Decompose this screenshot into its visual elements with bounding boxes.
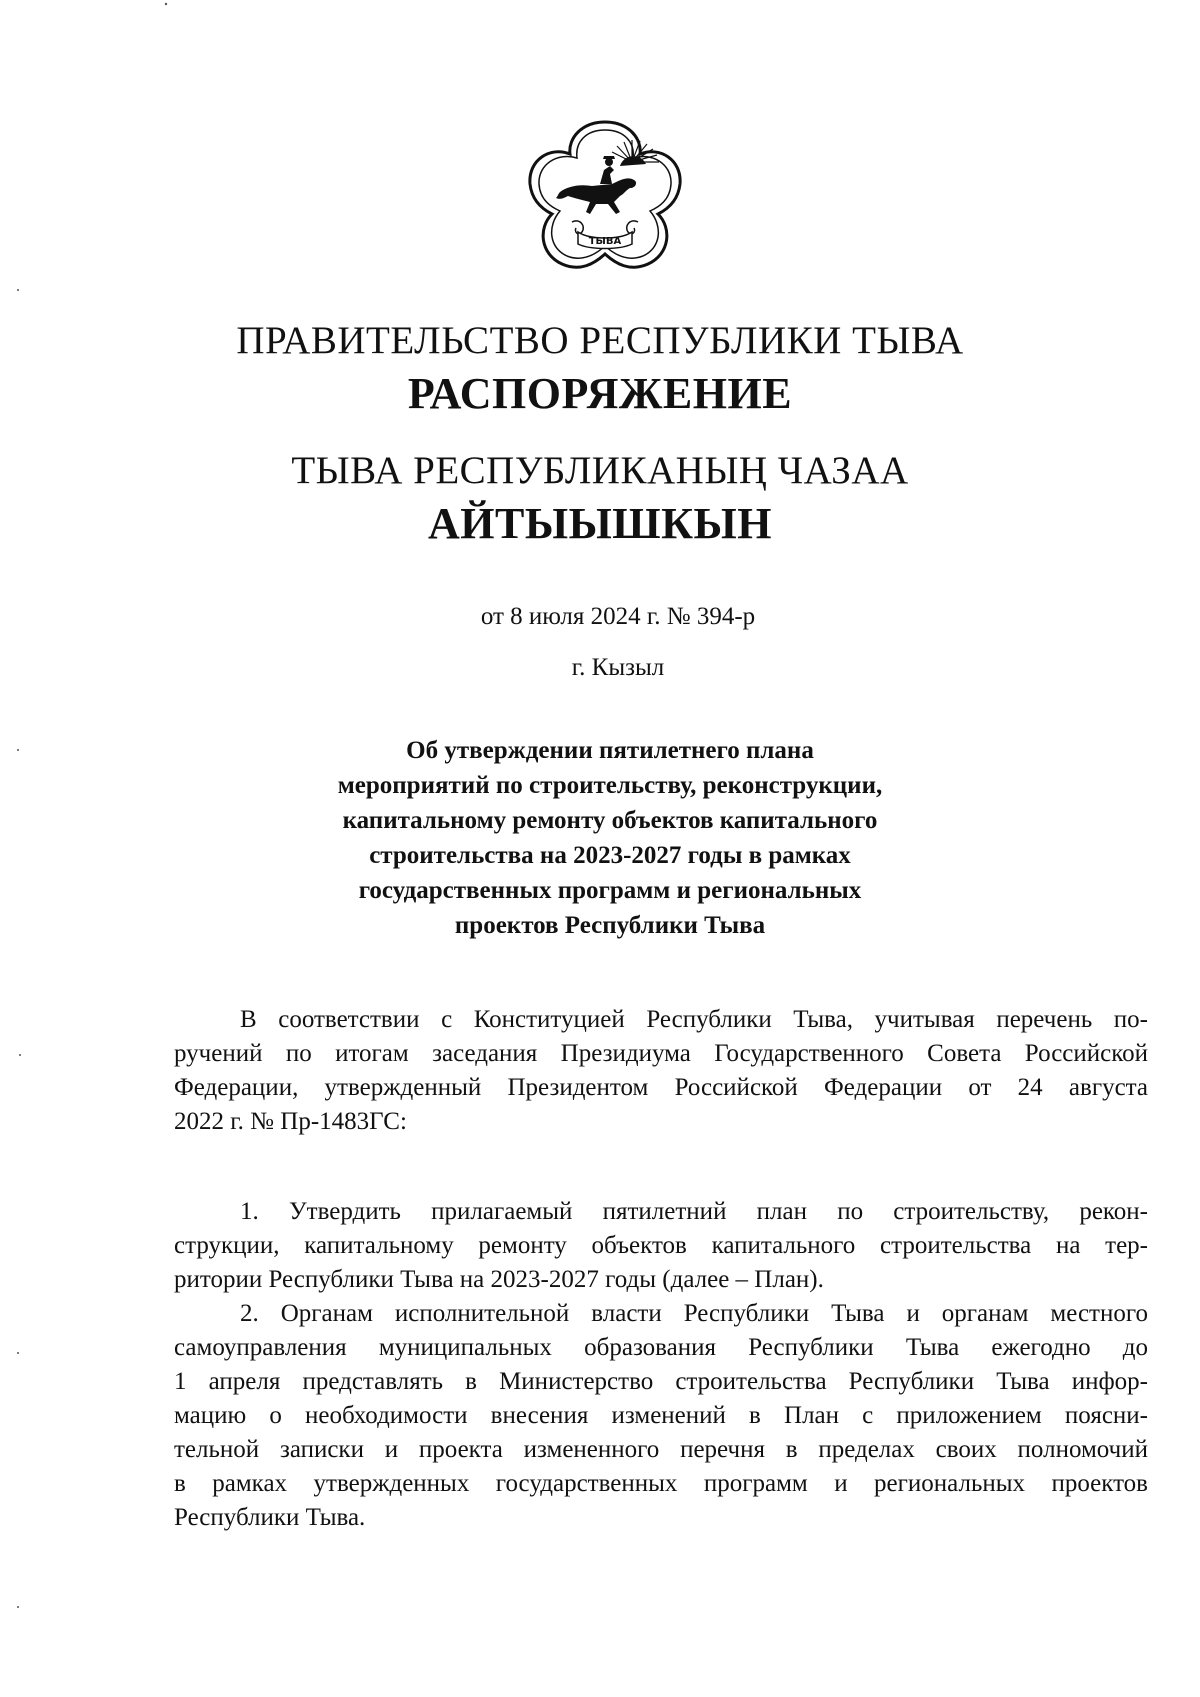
subject-line: капитальному ремонту объектов капитального [342,807,878,834]
paragraph-line: тельной записки и проекта измененного перечня в пределах своих полномочий [174,1436,1148,1463]
paragraph-line: В соответствии с Конституцией Республики Тыва, учитывая перечень по- [240,1006,1148,1033]
subject-line: строительства на 2023-2027 годы в рамках [369,842,851,869]
paragraph-line: струкции, капитальному ремонту объектов капитального строительства на тер- [174,1232,1148,1259]
paragraph-line: 1. Утвердить прилагаемый пятилетний план по строительству, рекон- [240,1198,1148,1225]
preamble-paragraph [174,1003,1148,1139]
paragraph-line: ритории Республики Тыва на 2023-2027 годы (далее – План). [174,1266,824,1293]
paragraph-line: 1 апреля представлять в Министерство строительства Республики Тыва инфор- [174,1368,1148,1395]
tuva-coat-of-arms-icon [520,114,690,284]
government-title-ru: ПРАВИТЕЛЬСТВО РЕСПУБЛИКИ ТЫВА [236,319,964,362]
subject-line: Об утверждении пятилетнего плана [406,737,814,764]
document-city: г. Кызыл [571,654,665,681]
document-type-ru: РАСПОРЯЖЕНИЕ [407,369,793,418]
paragraph-line: 2. Органам исполнительной власти Республики Тыва и органам местного [240,1300,1148,1327]
subject-line: проектов Республики Тыва [454,912,766,939]
document-subject [330,733,890,943]
subject-line: мероприятий по строительству, реконструкции, [337,772,883,799]
item-1-paragraph [174,1195,1148,1297]
document-date-number: от 8 июля 2024 г. № 394-р [480,603,756,630]
government-title-tyv: ТЫВА РЕСПУБЛИКАНЫҢ ЧАЗАА [291,449,909,492]
paragraph-line: в рамках утвержденных государственных программ и региональных проектов [174,1470,1148,1497]
paragraph-line: ручений по итогам заседания Президиума Государственного Совета Российской [174,1040,1148,1067]
paragraph-line: мацию о необходимости внесения изменений в План с приложением поясни- [174,1402,1148,1429]
paragraph-line: Республики Тыва. [174,1504,366,1531]
item-2-paragraph [174,1297,1148,1535]
paragraph-line: 2022 г. № Пр-1483ГС: [174,1108,407,1135]
document-type-tyv: АЙТЫЫШКЫН [428,499,772,548]
subject-line: государственных программ и региональных [358,877,862,904]
paragraph-line: самоуправления муниципальных образования Республики Тыва ежегодно до [174,1334,1148,1361]
emblem-ribbon-text: ТЫВА [588,236,622,247]
paragraph-line: Федерации, утвержденный Президентом Российской Федерации от 24 августа [174,1074,1148,1101]
